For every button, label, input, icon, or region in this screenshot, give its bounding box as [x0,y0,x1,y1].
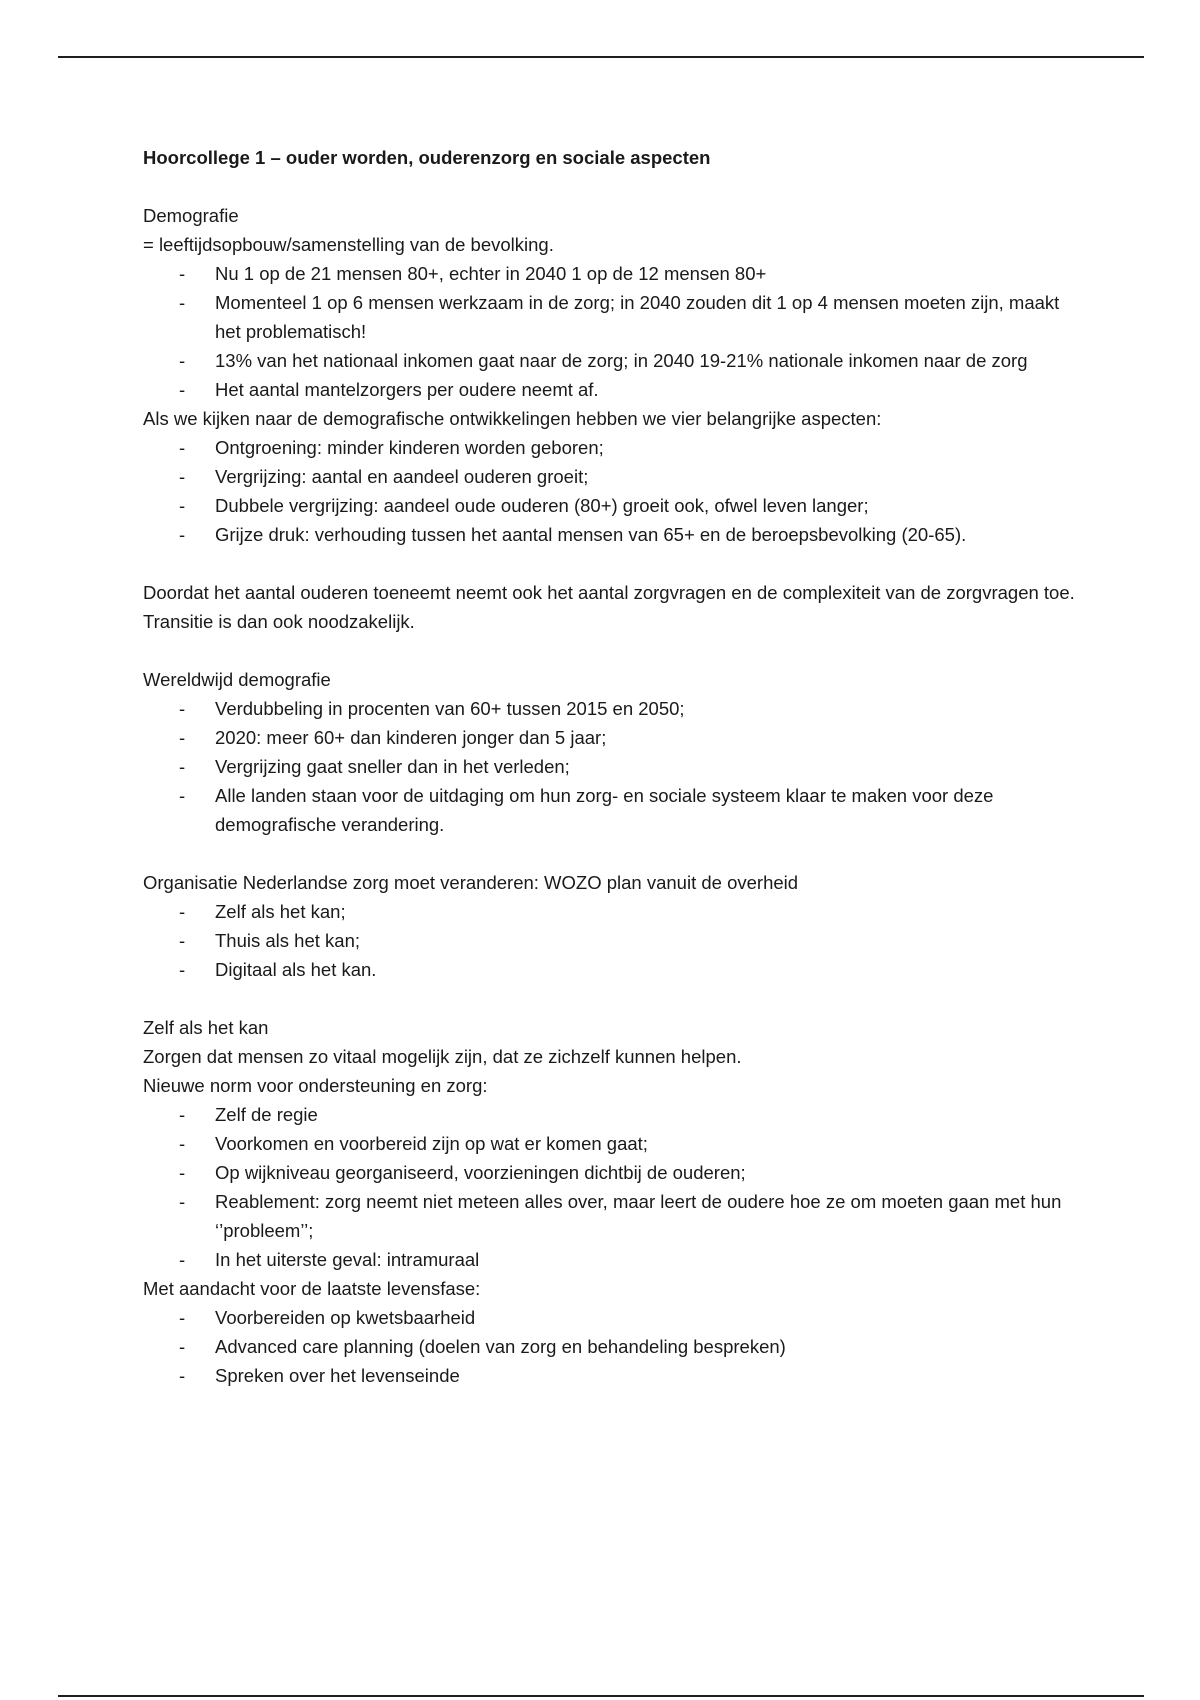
list-item: - Ontgroening: minder kinderen worden geboren; [143,433,1083,462]
list-item: - Alle landen staan voor de uitdaging om hun zorg- en sociale systeem klaar te maken voor deze demografische verandering. [143,781,1083,839]
list-item: - Zelf als het kan; [143,897,1083,926]
dash-bullet: - [179,292,186,313]
list-item: - Digitaal als het kan. [143,955,1083,984]
footer-rule [58,1695,1144,1697]
list-item: - 2020: meer 60+ dan kinderen jonger dan 5 jaar; [143,723,1083,752]
paragraph-transitie: Doordat het aantal ouderen toeneemt neemt ook het aantal zorgvragen en de complexiteit van de zorgvragen toe. Transitie is dan ook noodzakelijk. [143,582,1075,632]
list-item: - Zelf de regie [143,1100,1083,1129]
dash-bullet: - [179,930,186,951]
dash-bullet: - [179,727,186,748]
organisatie-list [143,897,1083,984]
list-item: - Spreken over het levenseinde [143,1361,1083,1390]
list-item: - 13% van het nationaal inkomen gaat naar de zorg; in 2040 19-21% nationale inkomen naar de zorg [143,346,1083,375]
dash-bullet: - [179,524,186,545]
dash-bullet: - [179,698,186,719]
dash-bullet: - [179,437,186,458]
list-item: - Voorkomen en voorbereid zijn op wat er komen gaat; [143,1129,1083,1158]
dash-bullet: - [179,1336,186,1357]
list-item: - Reablement: zorg neemt niet meteen alles over, maar leert de oudere hoe ze om moeten gaan met hun ‘’probleem’’; [143,1187,1083,1245]
document-body [143,143,1083,1390]
dash-bullet: - [179,959,186,980]
dash-bullet: - [179,1307,186,1328]
list-item: - Advanced care planning (doelen van zorg en behandeling bespreken) [143,1332,1083,1361]
list-item: - Het aantal mantelzorgers per oudere neemt af. [143,375,1083,404]
aspects-intro: Als we kijken naar de demografische ontwikkelingen hebben we vier belangrijke aspecten: [143,408,882,429]
dash-bullet: - [179,263,186,284]
dash-bullet: - [179,756,186,777]
header-rule [58,56,1144,58]
demografie-list [143,259,1083,404]
list-item: - Momenteel 1 op 6 mensen werkzaam in de zorg; in 2040 zouden dit 1 op 4 mensen moeten zijn, maakt het problematisch! [143,288,1083,346]
definition-text: = leeftijdsopbouw/samenstelling van de bevolking. [143,234,554,255]
list-item: - Thuis als het kan; [143,926,1083,955]
dash-bullet: - [179,466,186,487]
list-item: - Nu 1 op de 21 mensen 80+, echter in 2040 1 op de 12 mensen 80+ [143,259,1083,288]
page-title: Hoorcollege 1 – ouder worden, ouderenzorg en sociale aspecten [143,147,711,168]
section-heading-zelf: Zelf als het kan [143,1017,269,1038]
levensfase-intro: Met aandacht voor de laatste levensfase: [143,1278,481,1299]
list-item: - In het uiterste geval: intramuraal [143,1245,1083,1274]
dash-bullet: - [179,1162,186,1183]
dash-bullet: - [179,379,186,400]
section-heading-organisatie: Organisatie Nederlandse zorg moet veranderen: WOZO plan vanuit de overheid [143,872,799,893]
section-heading-demografie: Demografie [143,205,239,226]
dash-bullet: - [179,350,186,371]
list-item: - Grijze druk: verhouding tussen het aantal mensen van 65+ en de beroepsbevolking (20-65). [143,520,1083,549]
zelf-list [143,1100,1083,1274]
list-item: - Op wijkniveau georganiseerd, voorzieningen dichtbij de ouderen; [143,1158,1083,1187]
zelf-line-1: Zorgen dat mensen zo vitaal mogelijk zijn, dat ze zichzelf kunnen helpen. [143,1046,742,1067]
zelf-line-2: Nieuwe norm voor ondersteuning en zorg: [143,1075,488,1096]
dash-bullet: - [179,1133,186,1154]
section-heading-wereldwijd: Wereldwijd demografie [143,669,331,690]
dash-bullet: - [179,495,186,516]
levensfase-list [143,1303,1083,1390]
dash-bullet: - [179,1191,186,1212]
dash-bullet: - [179,1365,186,1386]
dash-bullet: - [179,1249,186,1270]
list-item: - Verdubbeling in procenten van 60+ tussen 2015 en 2050; [143,694,1083,723]
list-item: - Vergrijzing gaat sneller dan in het verleden; [143,752,1083,781]
list-item: - Dubbele vergrijzing: aandeel oude ouderen (80+) groeit ook, ofwel leven langer; [143,491,1083,520]
list-item: - Vergrijzing: aantal en aandeel ouderen groeit; [143,462,1083,491]
dash-bullet: - [179,1104,186,1125]
wereldwijd-list [143,694,1083,839]
dash-bullet: - [179,901,186,922]
list-item: - Voorbereiden op kwetsbaarheid [143,1303,1083,1332]
aspects-list [143,433,1083,549]
dash-bullet: - [179,785,186,806]
